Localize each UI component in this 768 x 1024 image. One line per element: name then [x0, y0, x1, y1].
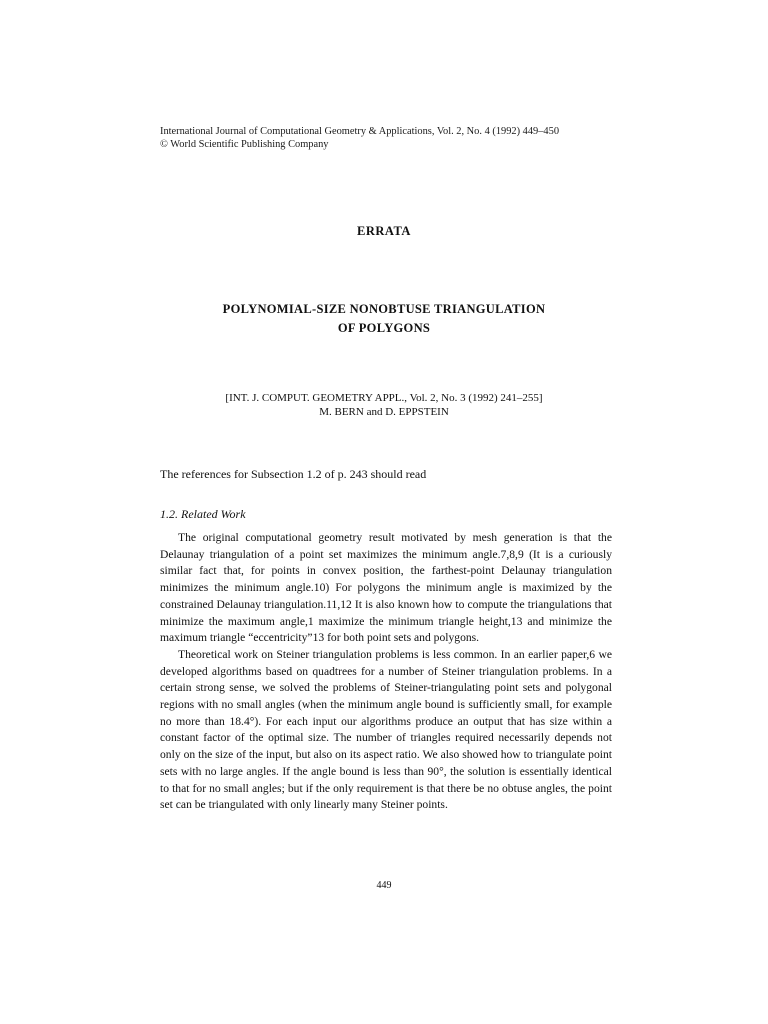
journal-header [160, 125, 559, 151]
title-line-2: OF POLYGONS [337, 321, 431, 335]
intro-sentence: The references for Subsection 1.2 of p. 243 should read [160, 467, 427, 481]
section-heading: 1.2. Related Work [160, 507, 246, 521]
paragraph-2: Theoretical work on Steiner triangulation problems is less common. In an earlier paper,6 we developed algorithms based on quadtrees for a number of Steiner triangulation problems. In a certain strong sense, we solved the problems of Steiner-triangulating point sets and polygonal regions with no small angles (when the minimum angle bound is sufficiently small, for example no more than 18.4°). For each input our algorithms produce an output that has size within a constant factor of the optimal size. The number of triangles required necessarily depends not only on the size of the input, but also on its aspect ratio. We also showed how to triangulate point sets with no large angles. If the angle bound is less than 90°, the solution is essentially identical to that for no small angles; but if the only requirement is that there be no obtuse angles, the point set can be triangulated with only linearly many Steiner points. [160, 647, 612, 812]
paper-title [0, 300, 768, 338]
title-line-1: POLYNOMIAL-SIZE NONOBTUSE TRIANGULATION [222, 302, 546, 316]
citation-authors: M. BERN and D. EPPSTEIN [319, 406, 449, 418]
publisher-line: © World Scientific Publishing Company [160, 139, 329, 150]
original-citation [0, 391, 768, 419]
paragraph-1: The original computational geometry result motivated by mesh generation is that the Delaunay triangulation of a point set maximizes the minimum angle.7,8,9 (It is a curiously similar fact that, for points in convex position, the farthest-point Delaunay triangulation minimizes the minimum angle.10) For polygons the minimum angle is maximized by the constrained Delaunay triangulation.11,12 It is also known how to compute the triangulations that minimize the maximum angle,1 maximize the minimum triangle height,13 and minimize the maximum triangle “eccentricity”13 for both point sets and polygons. [160, 531, 612, 645]
errata-heading: ERRATA [357, 224, 411, 238]
body-text [160, 530, 612, 814]
citation-reference: [INT. J. COMPUT. GEOMETRY APPL., Vol. 2, No. 3 (1992) 241–255] [225, 392, 543, 404]
journal-citation-line: International Journal of Computational Geometry & Applications, Vol. 2, No. 4 (1992) 449–450 [160, 126, 560, 137]
page-number: 449 [376, 880, 392, 891]
